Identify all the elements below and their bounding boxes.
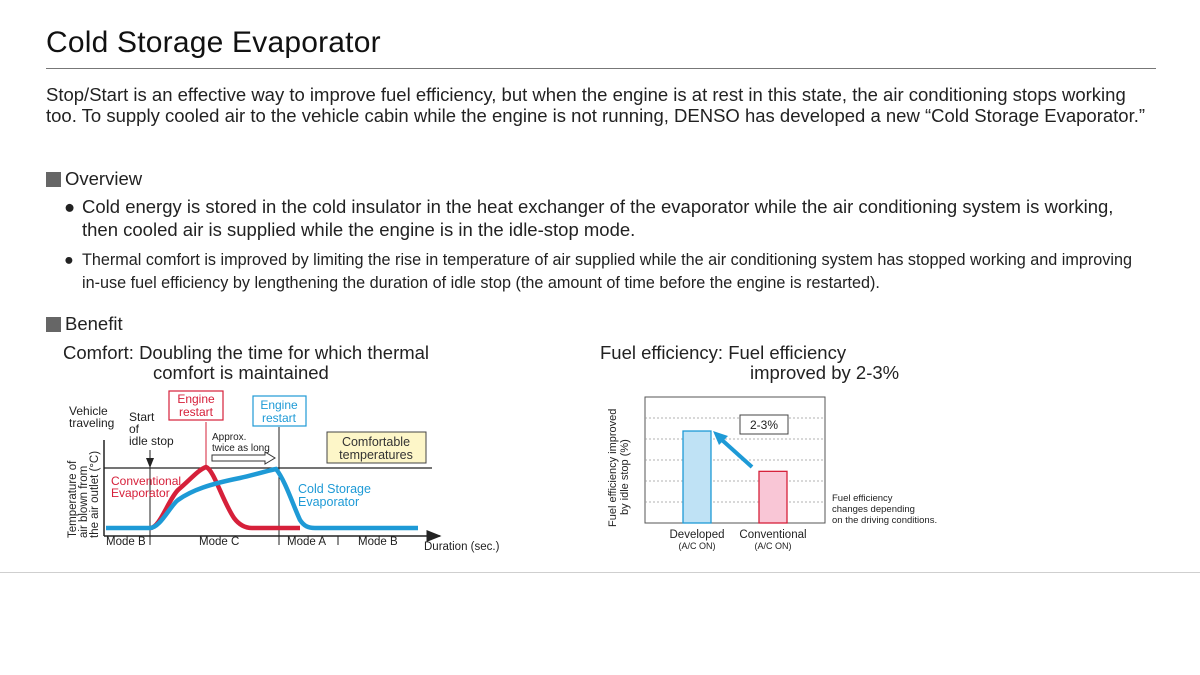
start-label-1: Start <box>129 410 155 424</box>
comfort-subheading-line1: Comfort: Doubling the time for which thermal <box>63 342 430 363</box>
fuel-note-1: Fuel efficiency <box>832 493 893 504</box>
mode-label-2: Mode C <box>199 536 240 548</box>
fuel-subheading-line1: Fuel efficiency: Fuel efficiency <box>600 342 847 363</box>
black-circle-bullet-icon: ● <box>64 251 74 269</box>
page-title: Cold Storage Evaporator <box>46 26 381 59</box>
fuel-ylabel-1: Fuel efficiency improved <box>607 408 619 527</box>
benefit-heading-text: Benefit <box>65 313 123 334</box>
engine-restart-red-1: Engine <box>177 392 215 406</box>
vehicle-label-1: Vehicle <box>69 404 108 418</box>
start-label-2: of <box>129 422 140 436</box>
overview-heading-text: Overview <box>65 168 143 189</box>
category-note-2: (A/C ON) <box>754 541 792 551</box>
start-label-3: idle stop <box>129 434 174 448</box>
fuel-ylabel-2: by idle stop (%) <box>619 439 631 515</box>
ylabel-3: the air outlet (°C) <box>89 450 101 538</box>
mode-label-1: Mode B <box>106 536 146 548</box>
black-circle-bullet-icon: ● <box>64 196 76 217</box>
cold-storage-label-2: Evaporator <box>298 495 360 509</box>
cold-storage-label-1: Cold Storage <box>298 482 371 496</box>
approx-label-2: twice as long <box>212 443 270 454</box>
category-note-1: (A/C ON) <box>678 541 716 551</box>
bar-conventional <box>759 471 787 523</box>
ylabel-2: air blown from <box>78 465 90 538</box>
mode-label-3: Mode A <box>287 536 326 548</box>
vehicle-label-2: traveling <box>69 416 115 430</box>
intro-paragraph: Stop/Start is an effective way to improve fuel efficiency, but when the engine is at rest in this state, the air conditioning stops working too. To supply cooled air to the vehicle cabin while the engine is not running, DENSO has developed a new “Cold Storage Evaporator.” <box>46 84 1146 126</box>
annotation-label: 2-3% <box>749 418 779 432</box>
mode-label-4: Mode B <box>358 536 398 548</box>
fuel-subheading-line2: improved by 2-3% <box>750 362 900 383</box>
fuel-note-2: changes depending <box>832 504 915 515</box>
conventional-label-1: Conventional <box>111 474 182 488</box>
approx-label-1: Approx. <box>212 432 247 443</box>
comfort-subheading-line2: comfort is maintained <box>153 362 329 383</box>
x-axis-label: Duration (sec.) <box>424 541 500 553</box>
category-label-1: Developed <box>669 529 725 541</box>
footer-divider <box>0 572 1200 573</box>
engine-restart-blue-2: restart <box>261 411 297 425</box>
comfortable-label-1: Comfortable <box>341 435 411 449</box>
category-label-2: Conventional <box>739 529 807 541</box>
bar-developed <box>683 431 711 523</box>
overview-bullet-2-text: Thermal comfort is improved by limiting the rise in temperature of air supplied while the air conditioning system has stopped working and improving in-use fuel efficiency by lengthening the duration of idle stop (the amount of time before the engine is restarted). <box>82 251 1132 292</box>
comfortable-label-2: temperatures <box>339 448 413 462</box>
ylabel-1: Temperature of <box>67 460 79 538</box>
engine-restart-red-2: restart <box>178 405 214 419</box>
fuel-note-3: on the driving conditions. <box>832 515 938 526</box>
overview-bullet-1-text: Cold energy is stored in the cold insulator in the heat exchanger of the evaporator while the air conditioning system is working, then cooled air is supplied while the engine is in the idle-stop mode. <box>82 196 1114 240</box>
conventional-label-2: Evaporator <box>111 486 170 500</box>
engine-restart-blue-1: Engine <box>260 398 298 412</box>
